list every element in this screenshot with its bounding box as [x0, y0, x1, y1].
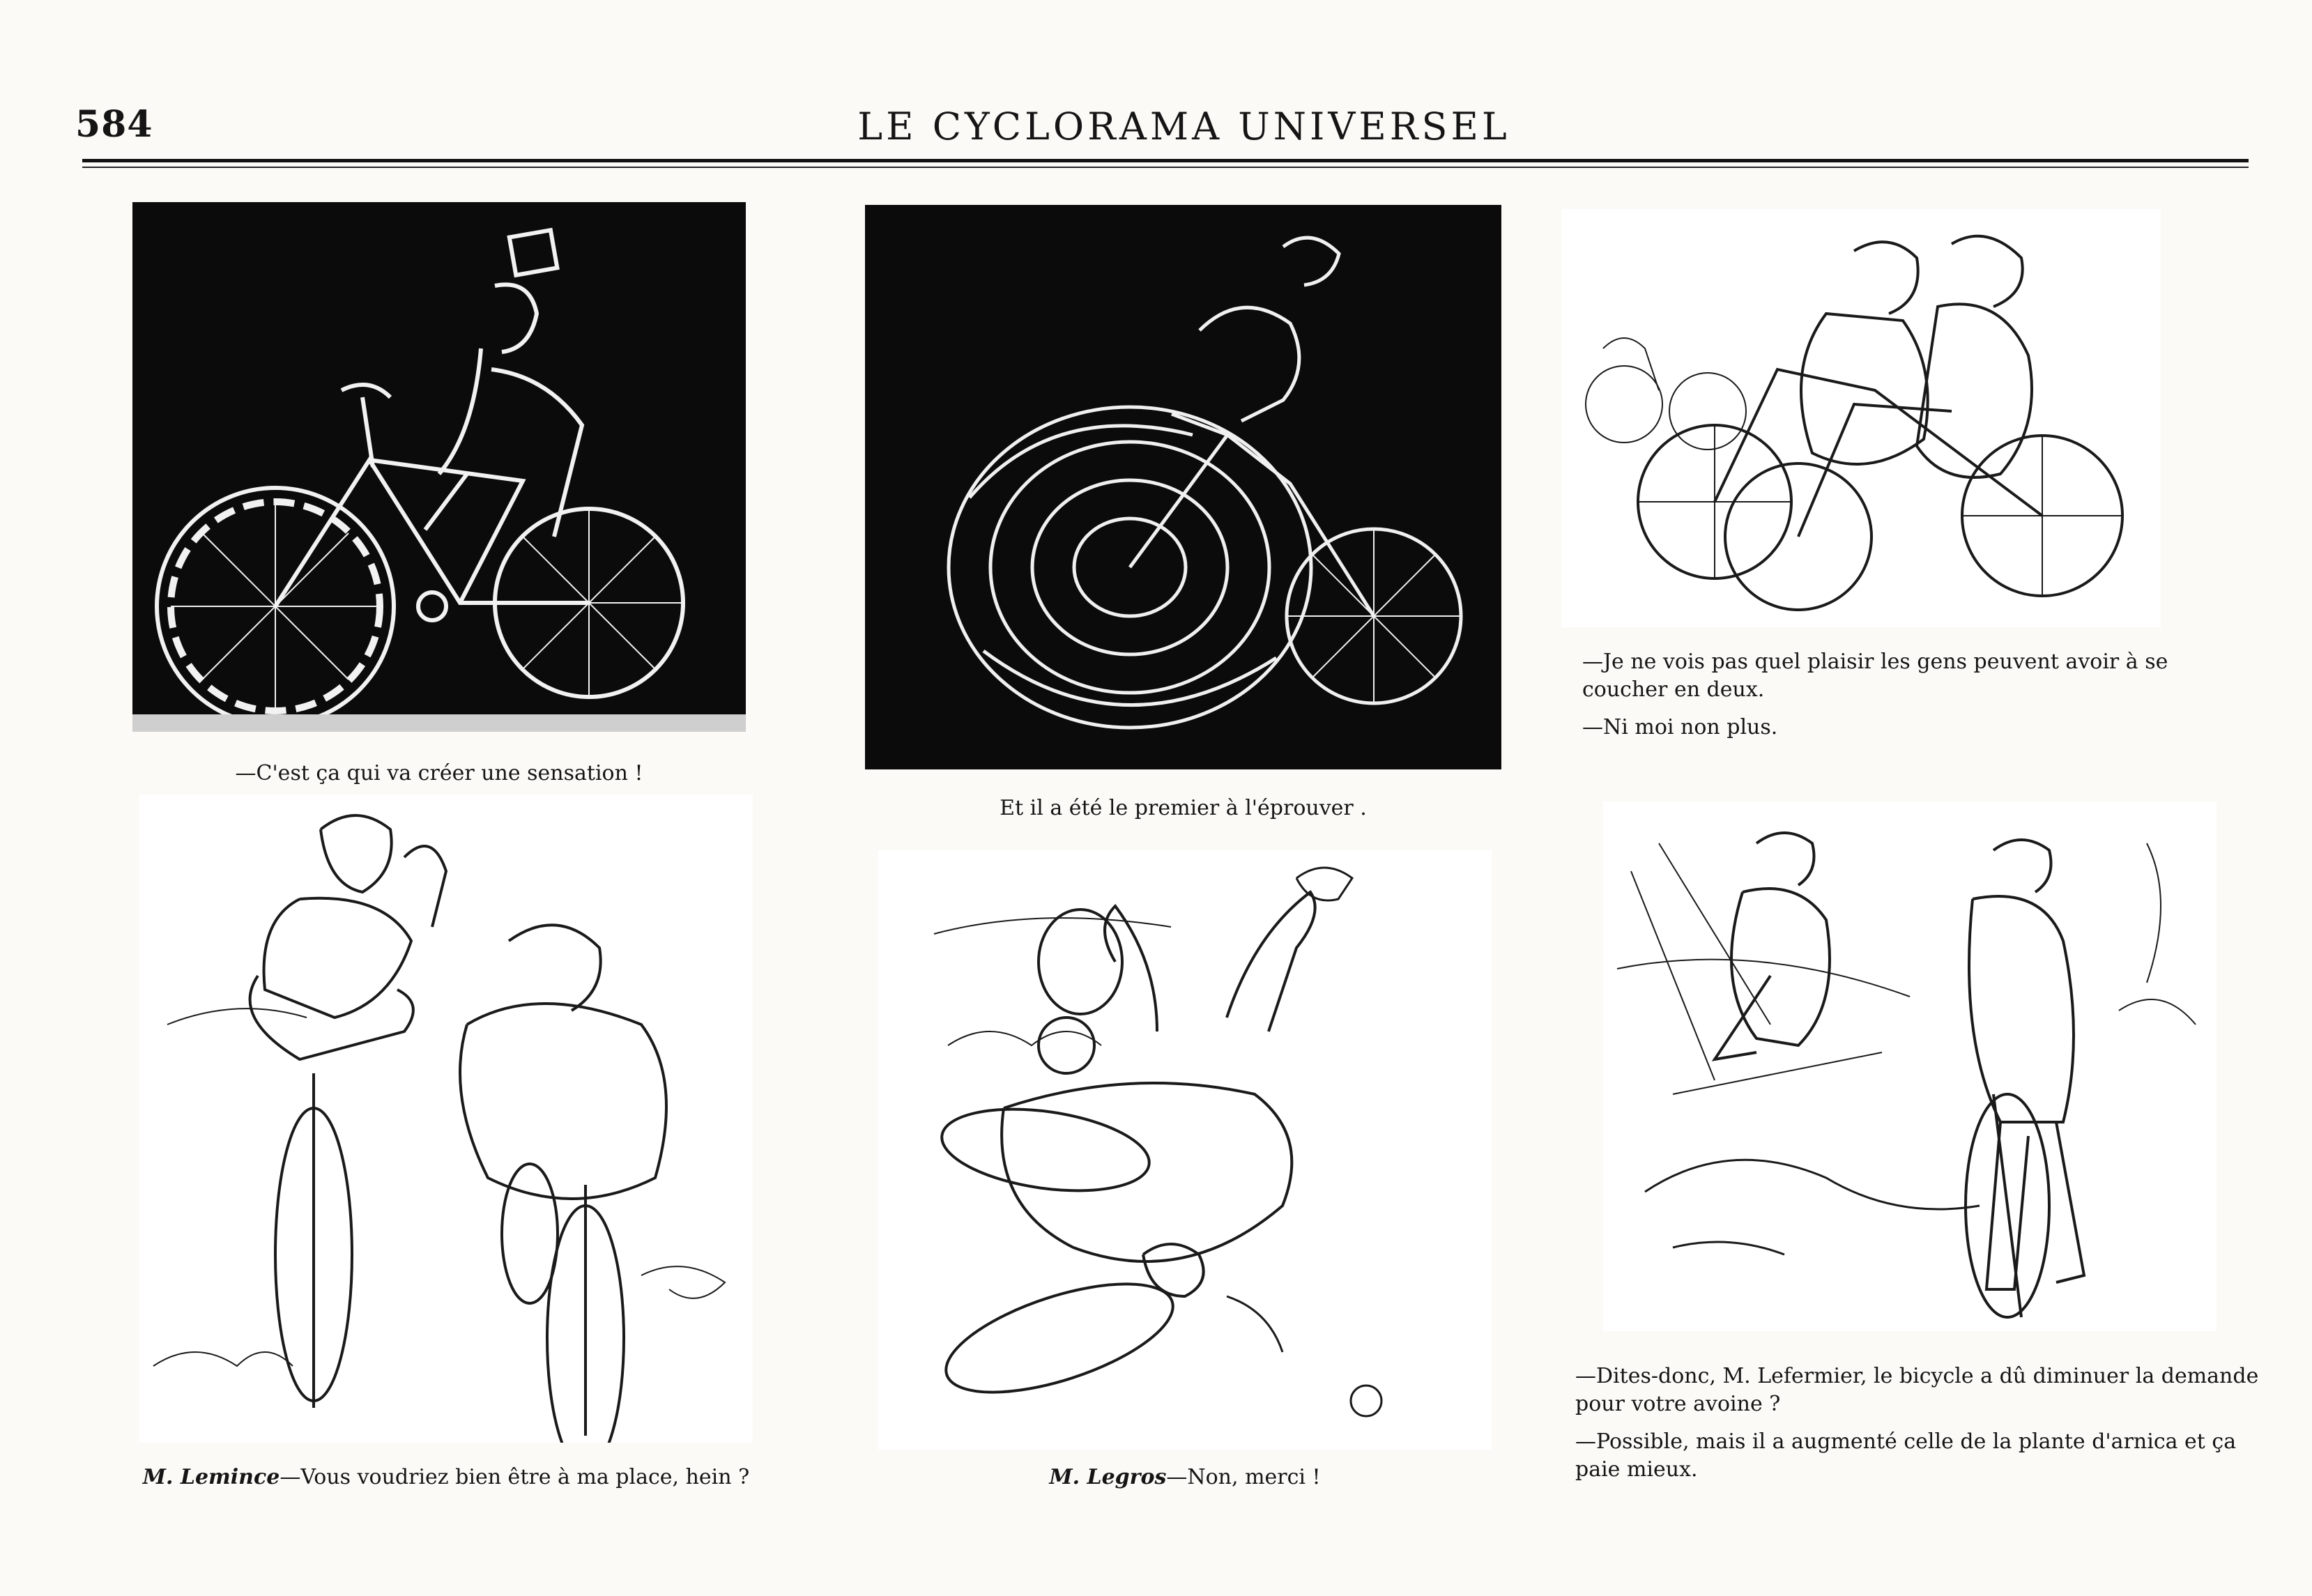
illustration-legros-crash-svg — [878, 850, 1492, 1450]
panel5-speaker: M. Legros — [1049, 1465, 1167, 1489]
panel6-caption-line1: —Dites-donc, M. Lefermier, le bicycle a dû diminuer la demande pour votre avoine ? — [1575, 1364, 2259, 1416]
illustration-two-riders-tandem-svg — [1561, 209, 2161, 627]
illustration-two-riders-tandem — [1561, 209, 2161, 627]
panel3-caption-line1: —Je ne vois pas quel plaisir les gens peuvent avoir à se coucher en deux. — [1582, 650, 2168, 702]
illustration-rider-treaded-wheel-svg — [132, 202, 746, 732]
panel6-caption — [1575, 1363, 2265, 1494]
panel3-caption-line2: —Ni moi non plus. — [1582, 715, 1778, 739]
panel1-caption: —C'est ça qui va créer une sensation ! — [235, 761, 643, 785]
panel6-caption-line2: —Possible, mais il a augmenté celle de la plante d'arnica et ça paie mieux. — [1575, 1429, 2237, 1482]
header-rule-thin — [82, 167, 2249, 168]
illustration-lemince-riders — [139, 795, 753, 1443]
header-rule-thick — [82, 159, 2249, 162]
panel5-caption — [878, 1464, 1492, 1491]
illustration-legros-crash — [878, 850, 1492, 1450]
panel5-text: —Non, merci ! — [1166, 1465, 1321, 1489]
panel4-text: —Vous voudriez bien être à ma place, hein ? — [280, 1465, 750, 1489]
panel3-caption — [1582, 648, 2251, 751]
illustration-swirling-wheel-svg — [865, 205, 1501, 769]
panel4-speaker: M. Lemince — [142, 1465, 280, 1489]
illustration-rider-treaded-wheel — [132, 202, 746, 732]
panel4-caption — [118, 1464, 774, 1491]
illustration-lefermier-bushes — [1603, 801, 2217, 1331]
page-number: 584 — [75, 103, 153, 146]
panel2-caption: Et il a été le premier à l'éprouver . — [1000, 796, 1367, 820]
illustration-lemince-riders-svg — [139, 795, 753, 1443]
illustration-swirling-wheel — [865, 205, 1501, 769]
illustration-lefermier-bushes-svg — [1603, 801, 2217, 1331]
page-title: LE CYCLORAMA UNIVERSEL — [857, 105, 1510, 148]
